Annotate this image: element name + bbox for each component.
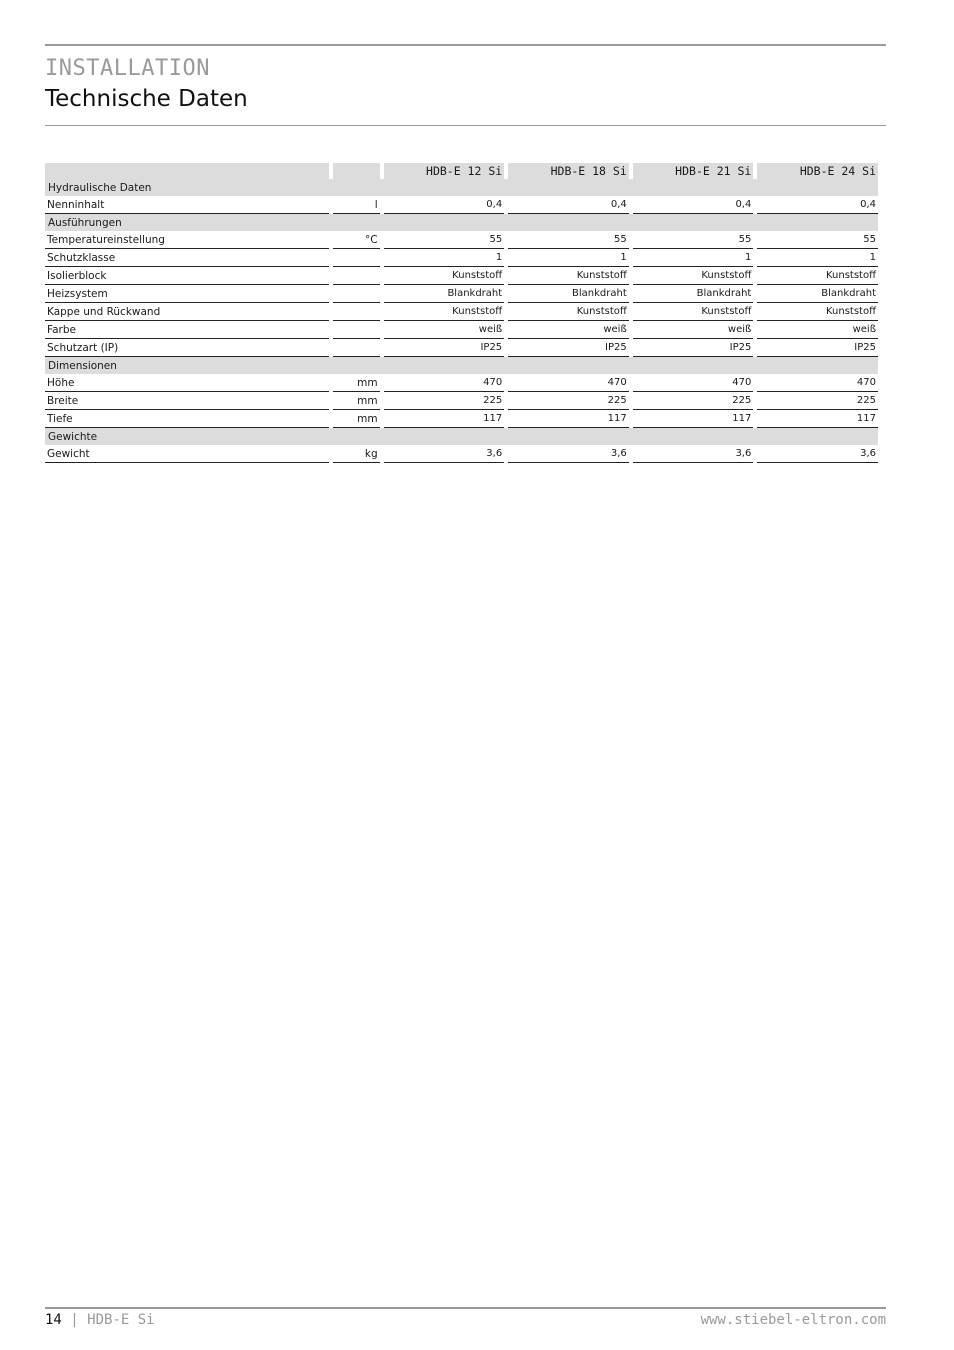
technical-data-table (41, 163, 882, 463)
row-value: IP25 (757, 339, 878, 357)
row-value: IP25 (633, 339, 754, 357)
footer-rule (45, 1307, 886, 1309)
row-unit (333, 339, 379, 357)
table-row (45, 267, 878, 285)
model-header: HDB-E 18 Si (508, 163, 629, 179)
website-url: www.stiebel-eltron.com (700, 1312, 886, 1328)
row-value: 3,6 (508, 445, 629, 463)
row-value: 225 (633, 392, 754, 410)
row-value: 117 (508, 410, 629, 428)
page-number: 14 (45, 1312, 62, 1328)
model-header: HDB-E 12 Si (384, 163, 505, 179)
row-value: 1 (508, 249, 629, 267)
table-row (45, 321, 878, 339)
row-value: Kunststoff (757, 267, 878, 285)
group-label: Ausführungen (45, 214, 878, 231)
footer-left (45, 1312, 155, 1328)
table-group-row (45, 428, 878, 445)
top-rule (45, 44, 886, 46)
header-blank-unit (333, 163, 379, 179)
row-value: 3,6 (633, 445, 754, 463)
row-value: 1 (757, 249, 878, 267)
row-value: 0,4 (384, 196, 505, 214)
row-value: 117 (384, 410, 505, 428)
row-value: Blankdraht (508, 285, 629, 303)
row-value: 470 (384, 374, 505, 392)
row-value: 470 (757, 374, 878, 392)
table-row (45, 249, 878, 267)
table-group-row (45, 179, 878, 196)
row-label: Gewicht (45, 445, 329, 463)
footer-separator: | (70, 1312, 79, 1328)
row-unit: kg (333, 445, 379, 463)
row-label: Temperatureinstellung (45, 231, 329, 249)
row-value: 55 (508, 231, 629, 249)
table-group-row (45, 214, 878, 231)
row-unit (333, 285, 379, 303)
row-value: 55 (384, 231, 505, 249)
group-label: Gewichte (45, 428, 878, 445)
document-name: HDB-E Si (87, 1312, 155, 1328)
row-unit: mm (333, 410, 379, 428)
row-value: 225 (757, 392, 878, 410)
row-value: IP25 (508, 339, 629, 357)
row-value: Kunststoff (633, 267, 754, 285)
row-value: Blankdraht (757, 285, 878, 303)
model-header: HDB-E 21 Si (633, 163, 754, 179)
row-unit: mm (333, 374, 379, 392)
section-heading: INSTALLATION (45, 56, 210, 81)
row-value: 225 (384, 392, 505, 410)
row-value: weiß (384, 321, 505, 339)
row-label: Höhe (45, 374, 329, 392)
table-row (45, 231, 878, 249)
row-value: Kunststoff (384, 267, 505, 285)
row-value: Blankdraht (633, 285, 754, 303)
table-body (45, 179, 878, 463)
row-value: 470 (508, 374, 629, 392)
row-value: 470 (633, 374, 754, 392)
row-unit: l (333, 196, 379, 214)
row-label: Farbe (45, 321, 329, 339)
row-unit (333, 321, 379, 339)
row-value: 225 (508, 392, 629, 410)
row-unit (333, 267, 379, 285)
group-label: Hydraulische Daten (45, 179, 878, 196)
row-value: 1 (384, 249, 505, 267)
row-value: 0,4 (757, 196, 878, 214)
row-value: 3,6 (384, 445, 505, 463)
row-value: Kunststoff (633, 303, 754, 321)
table-header-row (45, 163, 878, 179)
row-value: weiß (508, 321, 629, 339)
row-unit: °C (333, 231, 379, 249)
row-label: Schutzart (IP) (45, 339, 329, 357)
row-label: Heizsystem (45, 285, 329, 303)
header-blank-label (45, 163, 329, 179)
row-value: weiß (633, 321, 754, 339)
row-label: Breite (45, 392, 329, 410)
page-title: Technische Daten (45, 86, 248, 112)
row-value: 0,4 (508, 196, 629, 214)
table-group-row (45, 357, 878, 374)
table-row (45, 410, 878, 428)
row-unit (333, 249, 379, 267)
table-row (45, 196, 878, 214)
row-value: 0,4 (633, 196, 754, 214)
row-value: Kunststoff (757, 303, 878, 321)
row-value: 55 (757, 231, 878, 249)
model-header: HDB-E 24 Si (757, 163, 878, 179)
row-unit: mm (333, 392, 379, 410)
row-value: weiß (757, 321, 878, 339)
row-value: 55 (633, 231, 754, 249)
table-row (45, 374, 878, 392)
row-value: Blankdraht (384, 285, 505, 303)
row-value: Kunststoff (384, 303, 505, 321)
row-value: 117 (757, 410, 878, 428)
table-row (45, 303, 878, 321)
row-label: Schutzklasse (45, 249, 329, 267)
row-label: Nenninhalt (45, 196, 329, 214)
header-rule (45, 125, 886, 126)
table-row (45, 445, 878, 463)
row-label: Kappe und Rückwand (45, 303, 329, 321)
group-label: Dimensionen (45, 357, 878, 374)
table-row (45, 285, 878, 303)
row-value: 3,6 (757, 445, 878, 463)
table-row (45, 392, 878, 410)
row-value: IP25 (384, 339, 505, 357)
row-value: 117 (633, 410, 754, 428)
row-value: 1 (633, 249, 754, 267)
row-unit (333, 303, 379, 321)
row-label: Tiefe (45, 410, 329, 428)
row-value: Kunststoff (508, 303, 629, 321)
row-label: Isolierblock (45, 267, 329, 285)
row-value: Kunststoff (508, 267, 629, 285)
table-row (45, 339, 878, 357)
